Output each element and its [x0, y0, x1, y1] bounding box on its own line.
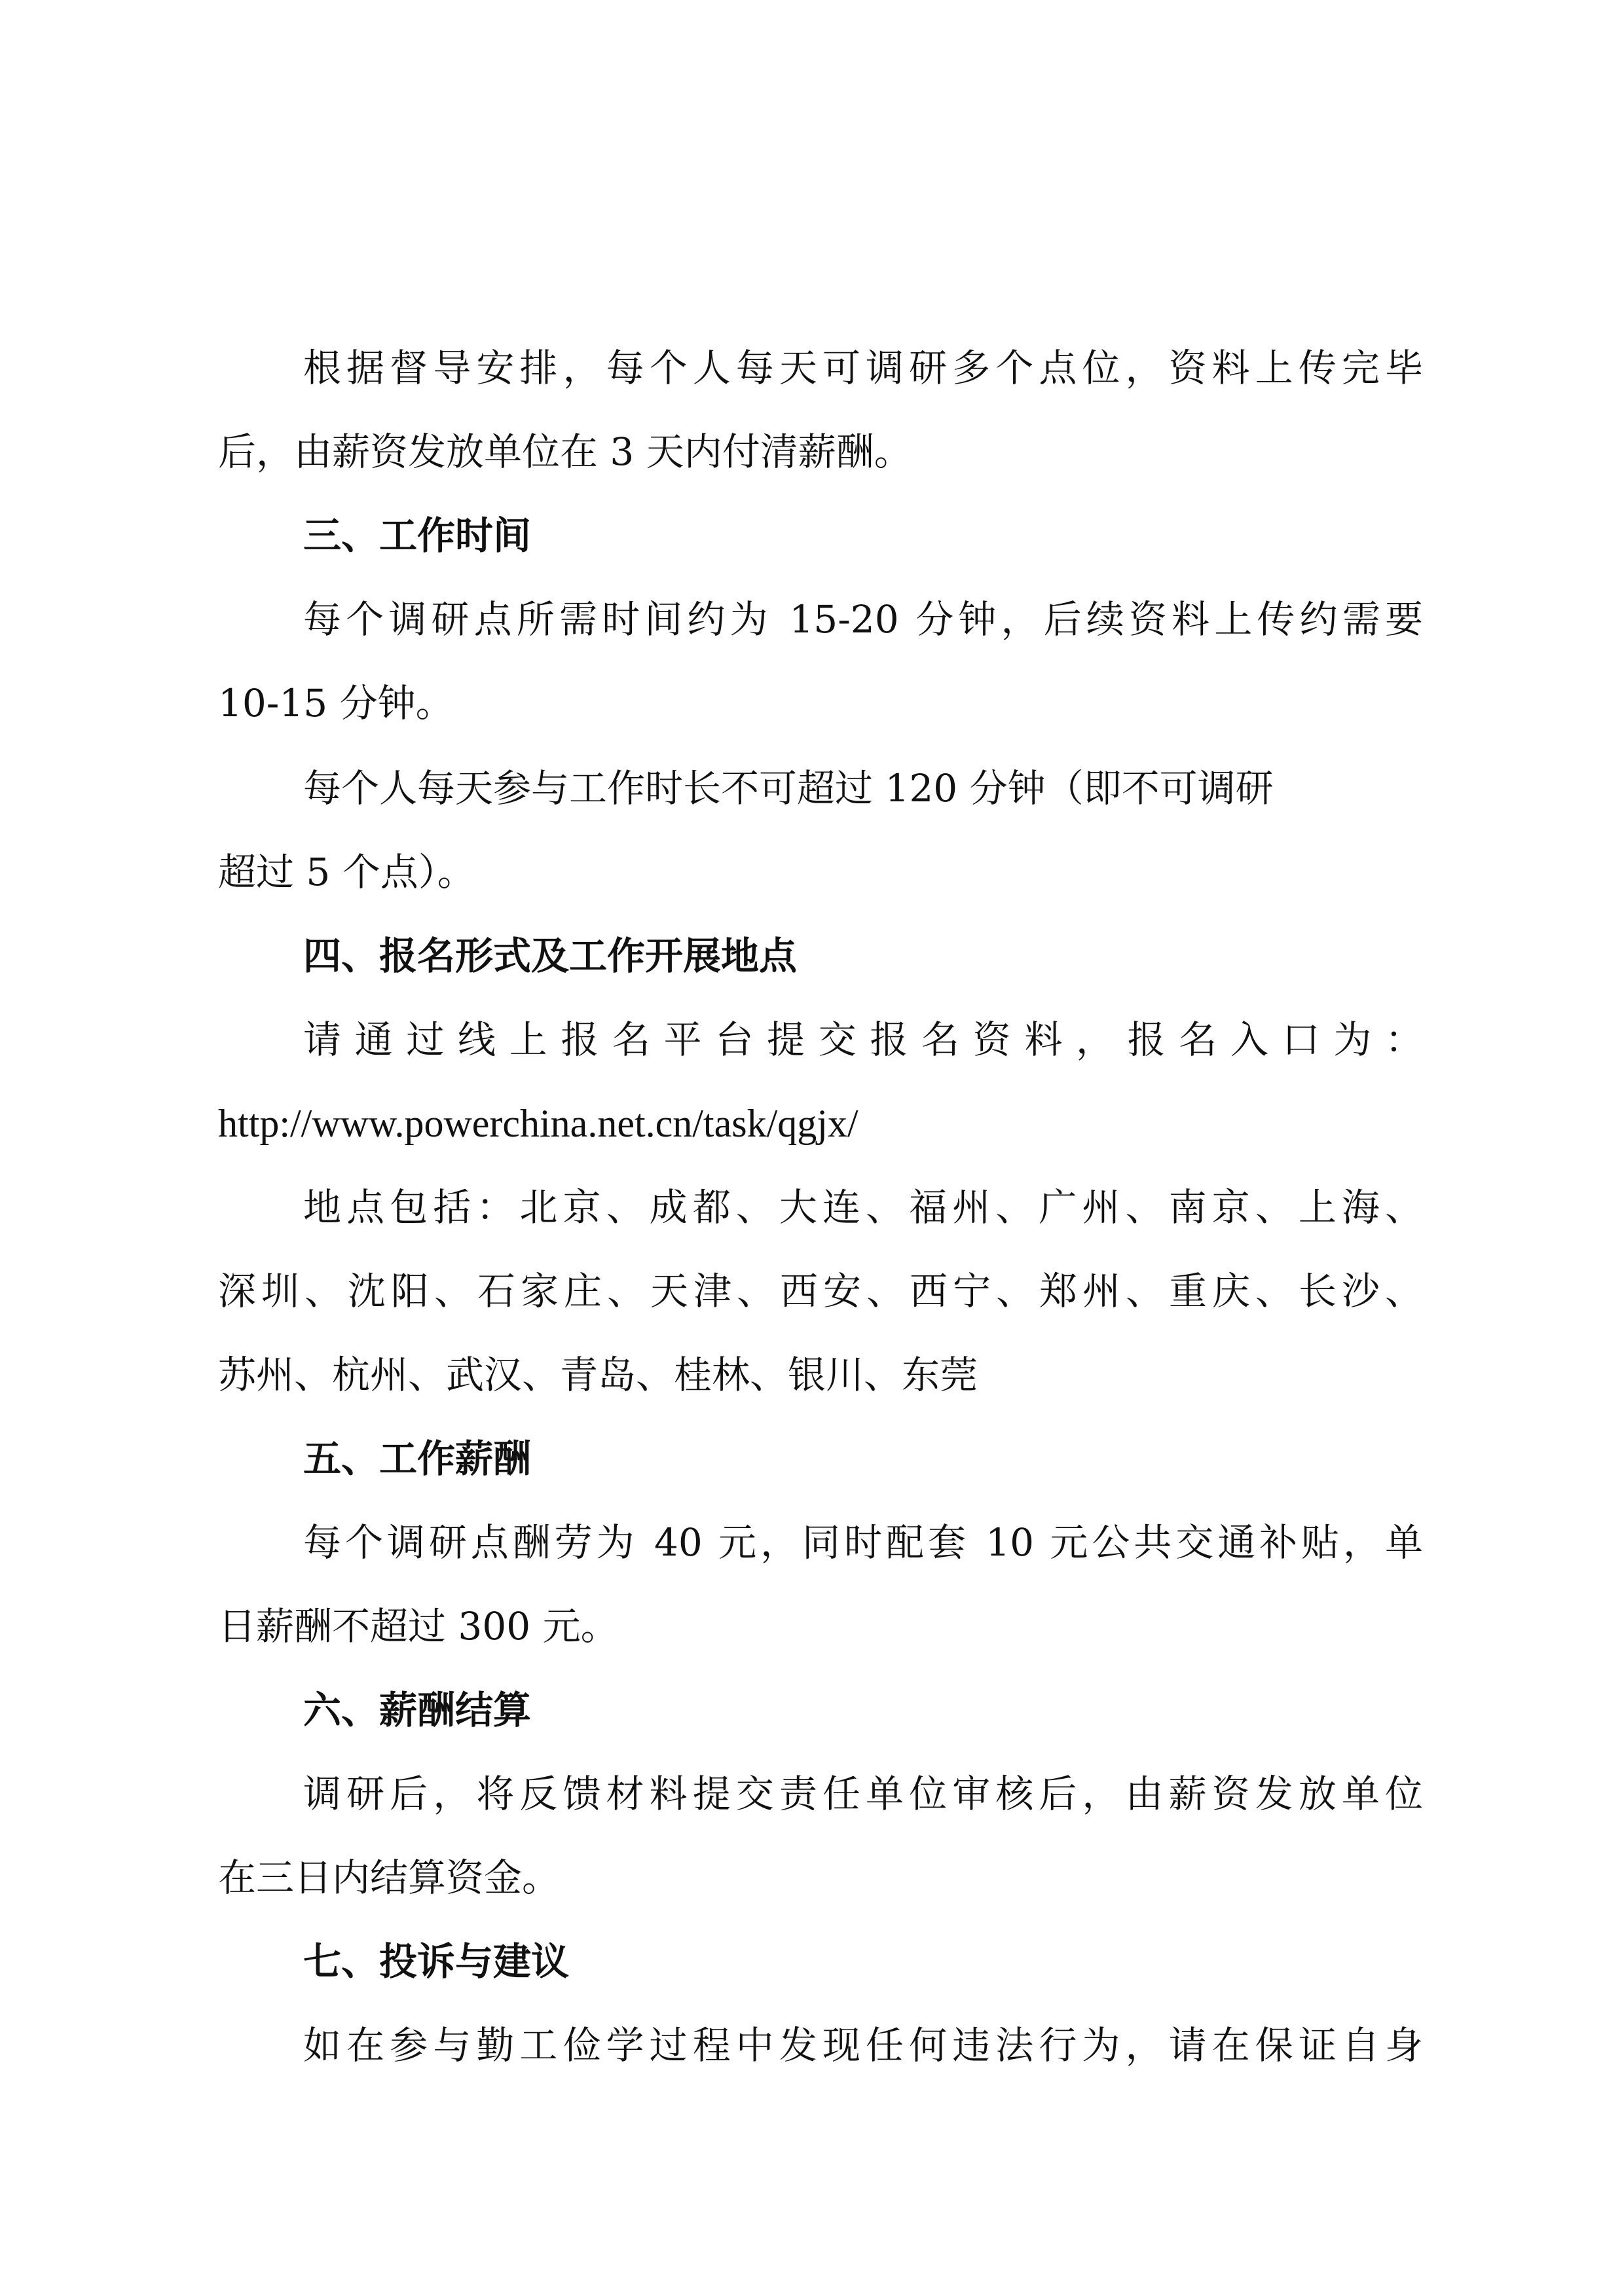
schedule-paragraph-line-1: 根据督导安排，每个人每天可调研多个点位，资料上传完毕 — [303, 346, 1423, 390]
settlement-paragraph-line-1: 调研后，将反馈材料提交责任单位审核后，由薪资发放单位 — [303, 1772, 1423, 1816]
locations-paragraph-line-2: 深圳、沈阳、石家庄、天津、西安、西宁、郑州、重庆、长沙、 — [218, 1269, 1423, 1313]
schedule-paragraph-line-2: 后，由薪资发放单位在 3 天内付清薪酬。 — [218, 429, 912, 474]
pay-paragraph-line-2: 日薪酬不超过 300 元。 — [218, 1604, 619, 1649]
locations-paragraph-line-3: 苏州、杭州、武汉、青岛、桂林、银川、东莞 — [218, 1353, 978, 1397]
registration-paragraph-line-1: 请通过线上报名平台提交报名资料，报名入口为： — [303, 1017, 1423, 1062]
work-time-paragraph-line-1: 每个调研点所需时间约为 15-20 分钟，后续资料上传约需要 — [303, 597, 1423, 642]
work-limit-paragraph-line-2: 超过 5 个点）。 — [218, 850, 475, 894]
section-heading-work-time: 三、工作时间 — [303, 513, 532, 558]
complaints-paragraph-line-1: 如在参与勤工俭学过程中发现任何违法行为，请在保证自身 — [303, 2023, 1423, 2068]
section-heading-pay: 五、工作薪酬 — [303, 1436, 532, 1481]
section-heading-registration-location: 四、报名形式及工作开展地点 — [303, 934, 798, 978]
section-heading-complaints: 七、投诉与建议 — [303, 1939, 570, 1984]
registration-url-link[interactable]: http://www.powerchina.net.cn/task/qgjx/ — [218, 1102, 858, 1145]
locations-paragraph-line-1: 地点包括：北京、成都、大连、福州、广州、南京、上海、 — [303, 1185, 1423, 1230]
pay-paragraph-line-1: 每个调研点酬劳为 40 元，同时配套 10 元公共交通补贴，单 — [303, 1520, 1423, 1565]
section-heading-settlement: 六、薪酬结算 — [303, 1688, 532, 1732]
work-limit-paragraph-line-1: 每个人每天参与工作时长不可超过 120 分钟（即不可调研 — [303, 766, 1274, 811]
settlement-paragraph-line-2: 在三日内结算资金。 — [218, 1855, 561, 1900]
work-time-paragraph-line-2: 10-15 分钟。 — [218, 681, 454, 725]
